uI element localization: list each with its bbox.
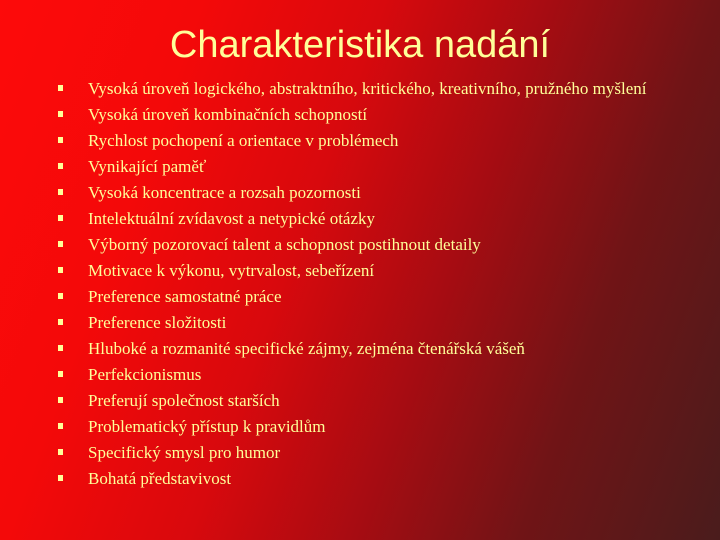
bullet-text: Bohatá představivost bbox=[88, 469, 232, 488]
bullet-item bbox=[56, 131, 656, 150]
bullet-text: Vysoká koncentrace a rozsah pozornosti bbox=[88, 183, 361, 202]
bullet-text: Vysoká úroveň kombinačních schopností bbox=[88, 105, 368, 124]
bullet-item bbox=[56, 313, 656, 332]
bullet-item bbox=[56, 339, 656, 358]
bullet-item bbox=[56, 209, 656, 228]
bullet-item bbox=[56, 183, 656, 202]
bullet-item bbox=[56, 417, 656, 436]
square-bullet-icon bbox=[58, 111, 63, 117]
square-bullet-icon bbox=[58, 137, 63, 143]
square-bullet-icon bbox=[58, 423, 63, 429]
square-bullet-icon bbox=[58, 293, 63, 299]
square-bullet-icon bbox=[58, 371, 63, 377]
bullet-item bbox=[56, 391, 656, 410]
slide-title: Charakteristika nadání bbox=[169, 24, 551, 66]
square-bullet-icon bbox=[58, 397, 63, 403]
bullet-text: Preference samostatné práce bbox=[88, 287, 282, 306]
bullet-text: Vynikající paměť bbox=[88, 157, 207, 176]
bullet-item bbox=[56, 469, 656, 488]
bullet-list bbox=[56, 79, 656, 495]
bullet-text: Problematický přístup k pravidlům bbox=[88, 417, 326, 436]
bullet-text: Vysoká úroveň logického, abstraktního, kritického, kreativního, pružného myšlení bbox=[88, 79, 647, 98]
square-bullet-icon bbox=[58, 475, 63, 481]
bullet-text: Rychlost pochopení a orientace v problémech bbox=[88, 131, 399, 150]
square-bullet-icon bbox=[58, 267, 63, 273]
bullet-item bbox=[56, 287, 656, 306]
bullet-text: Hluboké a rozmanité specifické zájmy, zejména čtenářská vášeň bbox=[88, 339, 525, 358]
square-bullet-icon bbox=[58, 85, 63, 91]
bullet-item bbox=[56, 157, 656, 176]
square-bullet-icon bbox=[58, 449, 63, 455]
bullet-text: Výborný pozorovací talent a schopnost postihnout detaily bbox=[88, 235, 481, 254]
bullet-item bbox=[56, 105, 656, 124]
bullet-item bbox=[56, 79, 656, 98]
bullet-item bbox=[56, 365, 656, 384]
square-bullet-icon bbox=[58, 319, 63, 325]
square-bullet-icon bbox=[58, 189, 63, 195]
bullet-text: Perfekcionismus bbox=[88, 365, 202, 384]
bullet-item bbox=[56, 235, 656, 254]
square-bullet-icon bbox=[58, 163, 63, 169]
bullet-text: Motivace k výkonu, vytrvalost, sebeřízení bbox=[88, 261, 375, 280]
bullet-text: Intelektuální zvídavost a netypické otázky bbox=[88, 209, 376, 228]
square-bullet-icon bbox=[58, 345, 63, 351]
square-bullet-icon bbox=[58, 241, 63, 247]
bullet-item bbox=[56, 443, 656, 462]
bullet-text: Preferují společnost starších bbox=[88, 391, 280, 410]
bullet-text: Specifický smysl pro humor bbox=[88, 443, 281, 462]
bullet-item bbox=[56, 261, 656, 280]
square-bullet-icon bbox=[58, 215, 63, 221]
bullet-text: Preference složitosti bbox=[88, 313, 227, 332]
